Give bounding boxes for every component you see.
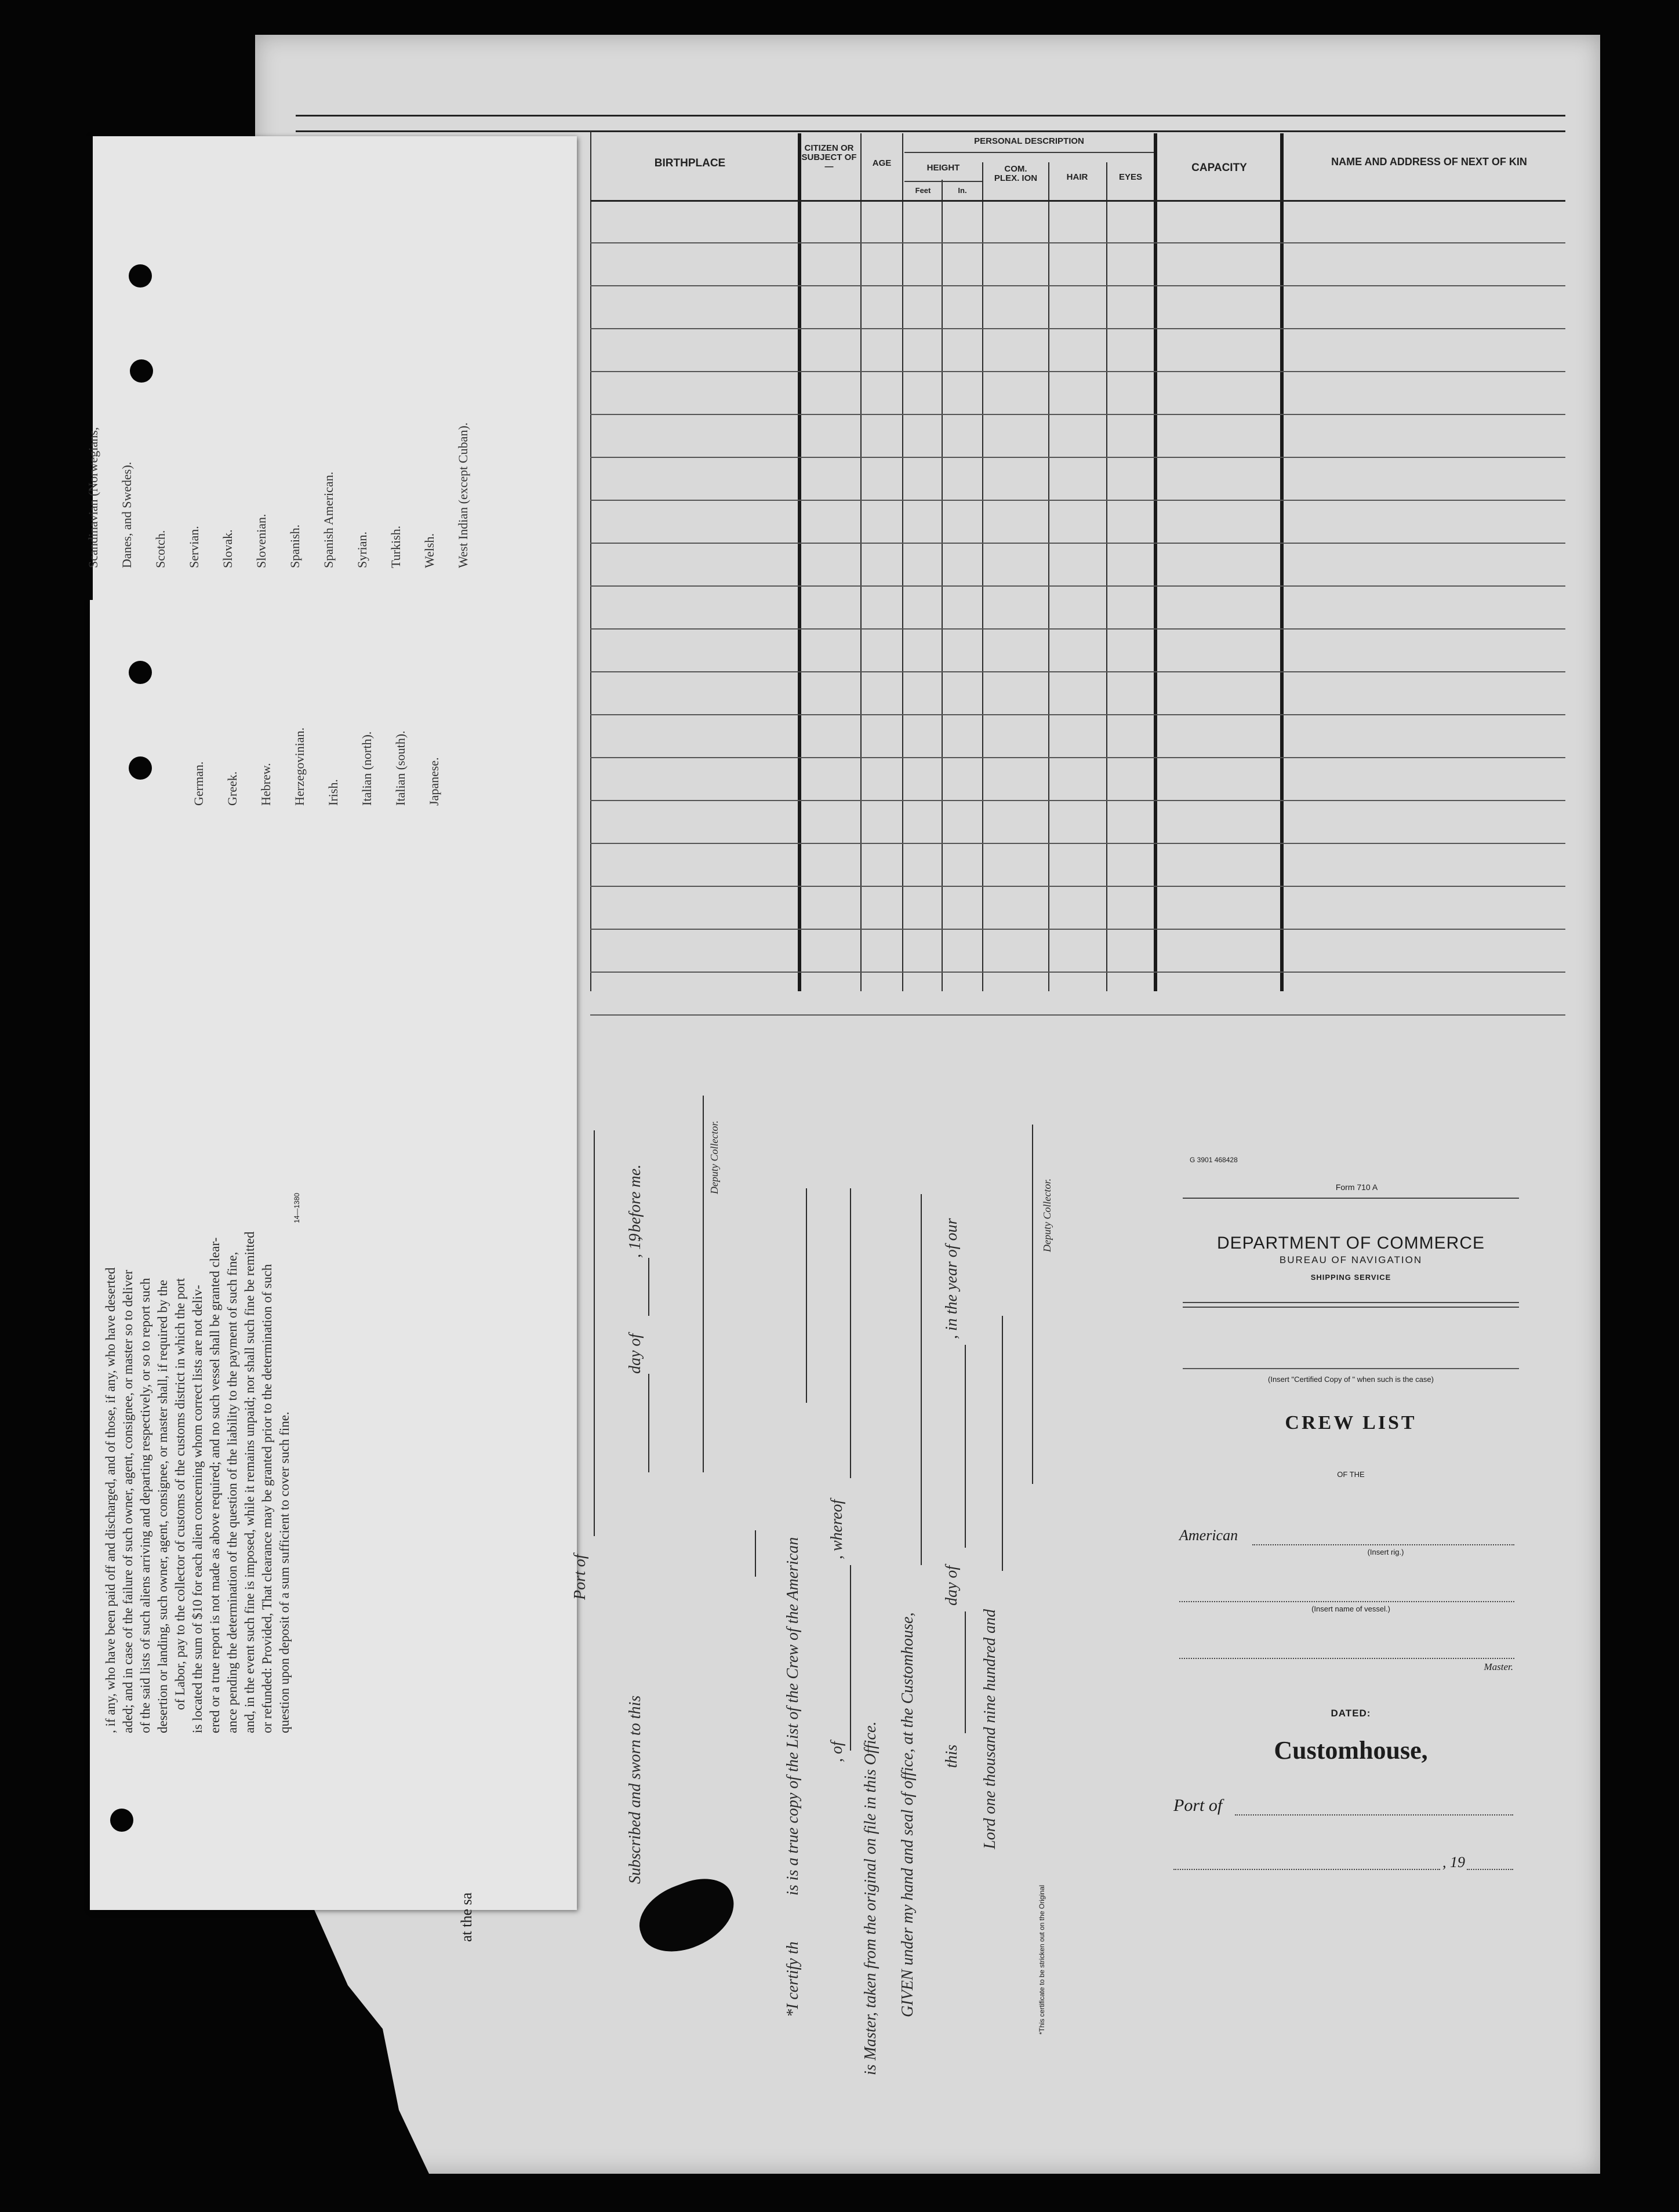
- punch-hole: [110, 1809, 133, 1832]
- nationality-item: Irish.: [326, 779, 340, 806]
- table-row-rule: [590, 242, 1565, 243]
- hdr-eyes: EYES: [1118, 172, 1143, 182]
- affidavit-month-line: [648, 1258, 649, 1316]
- regulation-line: and, in the event such fine is imposed, while it remains unpaid; nor shall such fine be remitted: [242, 1231, 257, 1733]
- nationality-item: Slovenian.: [254, 514, 268, 568]
- col-divider: [798, 133, 801, 991]
- col-divider: [1280, 133, 1284, 991]
- affidavit-before-me: , before me.: [626, 1164, 644, 1240]
- nationality-item: Welsh.: [422, 533, 437, 568]
- nationality-item: West Indian (except Cuban).: [456, 422, 470, 568]
- hdr-citizen: CITIZEN OR SUBJECT OF—: [801, 143, 857, 172]
- port-line: [1235, 1814, 1513, 1816]
- hdr-age: AGE: [872, 158, 892, 168]
- insert-certified-note: (Insert "Certified Copy of " when such is the case): [1268, 1375, 1434, 1384]
- insert-vessel: (Insert name of vessel.): [1311, 1605, 1390, 1613]
- table-row-rule: [590, 328, 1565, 329]
- vessel-line: [1179, 1601, 1514, 1603]
- service: SHIPPING SERVICE: [1310, 1273, 1391, 1282]
- nationality-item: Herzegovinian.: [292, 727, 307, 806]
- separator-mark: [755, 1530, 756, 1577]
- table-row-rule: [590, 457, 1565, 458]
- table-row-rule: [590, 414, 1565, 415]
- hdr-personal-description: PERSONAL DESCRIPTION: [974, 136, 1084, 146]
- nationality-item: Spanish American.: [321, 471, 336, 568]
- hdr-height: HEIGHT: [926, 163, 960, 173]
- affidavit-subscribed: Subscribed and sworn to this: [626, 1695, 644, 1884]
- insert-rig: (Insert rig.): [1367, 1548, 1404, 1556]
- nationality-item: Japanese.: [427, 757, 441, 806]
- cert-whereof: , whereof: [828, 1499, 846, 1559]
- regulation-line: ered or a true report is not made as above required; and no such vessel shall be granted clear-: [208, 1237, 222, 1733]
- cert-year-of-our: , in the year of our: [943, 1218, 961, 1339]
- cert-footnote: *This certificate to be stricken out on the Original: [1038, 1884, 1046, 2035]
- table-row-rule: [590, 371, 1565, 372]
- col-divider: [982, 162, 983, 991]
- nationality-item: Greek.: [225, 771, 239, 806]
- year-line: [1467, 1869, 1513, 1871]
- nationality-item: Turkish.: [388, 525, 403, 568]
- nationality-item: Scandinavian (Norwegians,: [86, 427, 100, 568]
- table-row-rule: [590, 972, 1565, 973]
- rig-line: [1252, 1544, 1514, 1546]
- rule: [1183, 1198, 1519, 1199]
- regulation-line: of the said lists of such aliens arriving and departing respectively, or so to report such: [138, 1278, 152, 1733]
- hdr-birthplace: BIRTHPLACE: [654, 157, 726, 169]
- form-number: Form 710 A: [1335, 1183, 1378, 1192]
- cert-place-line: [921, 1194, 922, 1565]
- nationality-item: Spanish.: [288, 524, 302, 568]
- nationality-item: Italian (south).: [393, 730, 408, 806]
- affidavit-port-of: Port of: [571, 1554, 589, 1600]
- table-row-rule: [590, 285, 1565, 286]
- nationality-item: Syrian.: [355, 532, 369, 568]
- top-rule: [296, 115, 1565, 117]
- table-row-rule: [590, 843, 1565, 844]
- hdr-rule: [904, 181, 982, 182]
- punch-hole: [129, 264, 152, 288]
- table-row-rule: [590, 714, 1565, 715]
- master-label: Master.: [1484, 1661, 1513, 1672]
- affidavit-deputy: Deputy Collector.: [708, 1120, 720, 1194]
- fragment-text: at the sa: [458, 1892, 475, 1942]
- regulation-line: question upon deposit of a sum sufficient to cover such fine.: [277, 1411, 292, 1733]
- customhouse-label: Customhouse,: [1274, 1736, 1428, 1764]
- table-row-rule: [590, 886, 1565, 887]
- col-divider: [590, 130, 591, 991]
- regulation-line: , if any, who have been paid off and discharged, and of those, if any, who have deserted: [103, 1267, 118, 1733]
- table-row-rule: [590, 543, 1565, 544]
- cert-year-line: [1002, 1316, 1003, 1571]
- cert-day-of: day of: [943, 1565, 961, 1606]
- table-row-rule: [590, 671, 1565, 672]
- affidavit-day-of: day of: [626, 1333, 644, 1374]
- col-divider: [1048, 162, 1049, 991]
- table-row-rule: [590, 800, 1565, 801]
- cert-port-line: [850, 1565, 851, 1751]
- hdr-feet: Feet: [915, 186, 931, 195]
- cert-deputy: Deputy Collector.: [1041, 1178, 1053, 1252]
- regulation-line: ance pending the determination of the question of the liability to the payment of such fine,: [225, 1251, 239, 1733]
- print-code: 14—1380: [293, 1192, 301, 1223]
- hdr-bottom-rule: [590, 200, 1565, 202]
- cert-signature-line: [1032, 1125, 1033, 1484]
- of-the: OF THE: [1337, 1470, 1365, 1479]
- american-label: American: [1179, 1527, 1238, 1544]
- affidavit-year: , 19: [626, 1234, 644, 1258]
- col-divider: [1106, 162, 1107, 991]
- hdr-rule: [904, 152, 1154, 153]
- affidavit-day-line: [648, 1374, 649, 1472]
- bureau: BUREAU OF NAVIGATION: [1279, 1254, 1423, 1265]
- nationality-item: Hebrew.: [259, 763, 273, 806]
- col-divider: [902, 133, 903, 991]
- department: DEPARTMENT OF COMMERCE: [1216, 1234, 1485, 1253]
- col-divider: [860, 133, 862, 991]
- punch-hole: [129, 661, 152, 684]
- regulation-line: is located the sum of $10 for each alien concerning whom correct lists are not deliv-: [190, 1285, 205, 1733]
- nationality-item: Servian.: [187, 526, 201, 568]
- regulation-line: or refunded: Provided, That clearance may be granted prior to the determination of such: [260, 1264, 274, 1733]
- top-rule-2: [296, 130, 1565, 132]
- cert-line1-b: is is a true copy of the List of the Crew of the American: [784, 1537, 802, 1896]
- regulation-line: aded; and in case of the failure of such owner, agent, consignee, or master so to deliver: [121, 1269, 135, 1733]
- affidavit-signature-line: [703, 1096, 704, 1472]
- cert-vessel-line: [806, 1188, 807, 1403]
- col-divider: [1154, 133, 1157, 991]
- gpo-code: G 3901 468428: [1190, 1156, 1238, 1164]
- insert-line: [1183, 1368, 1519, 1369]
- cert-master-line: [850, 1188, 851, 1478]
- punch-hole: [129, 756, 152, 780]
- dated-label: DATED:: [1331, 1708, 1371, 1719]
- table-row-rule: [590, 929, 1565, 930]
- crew-list-title: CREW LIST: [1285, 1412, 1417, 1434]
- hdr-complexion: COM. PLEX. ION: [994, 164, 1038, 183]
- affidavit-port-line: [594, 1130, 595, 1536]
- cert-line3: is Master, taken from the original on file in this Office.: [862, 1721, 880, 2075]
- table-row-rule: [590, 628, 1565, 630]
- cert-line1-a: *I certify th: [784, 1941, 802, 2017]
- port-of-label: Port of: [1173, 1796, 1223, 1815]
- table-row-rule: [590, 500, 1565, 501]
- table-row-rule: [590, 757, 1565, 758]
- cert-day-line: [965, 1611, 966, 1733]
- nationality-item: Slovak.: [220, 529, 235, 568]
- year-label: , 19: [1442, 1854, 1465, 1871]
- date-line: [1173, 1869, 1440, 1871]
- nationality-item: Danes, and Swedes).: [119, 461, 134, 568]
- cert-line6: Lord one thousand nine hundred and: [981, 1609, 999, 1849]
- rule: [1183, 1307, 1519, 1308]
- master-line: [1179, 1658, 1514, 1660]
- nationality-item: Italian (north).: [359, 731, 374, 806]
- table-row-rule: [590, 585, 1565, 587]
- hdr-capacity: CAPACITY: [1191, 162, 1247, 174]
- rule: [1183, 1302, 1519, 1303]
- cert-line4: GIVEN under my hand and seal of office, at the Customhouse,: [899, 1612, 917, 2017]
- regulation-line: of Labor, pay to the collector of customs of the customs district in which the port: [173, 1278, 187, 1710]
- nationality-item: German.: [191, 761, 206, 806]
- cert-of: , of: [828, 1741, 846, 1762]
- hdr-hair: HAIR: [1066, 172, 1088, 182]
- regulation-line: desertion or landing, such owner, agent, consignee, or master shall, if required by the: [155, 1279, 170, 1733]
- hdr-next-of-kin: NAME AND ADDRESS OF NEXT OF KIN: [1331, 156, 1527, 168]
- hdr-inches: In.: [958, 186, 967, 195]
- punch-hole: [130, 359, 153, 383]
- nationality-item: Scotch.: [153, 530, 168, 568]
- cert-month-line: [965, 1345, 966, 1548]
- cert-this: this: [943, 1744, 961, 1768]
- table-row-rule: [590, 1014, 1565, 1016]
